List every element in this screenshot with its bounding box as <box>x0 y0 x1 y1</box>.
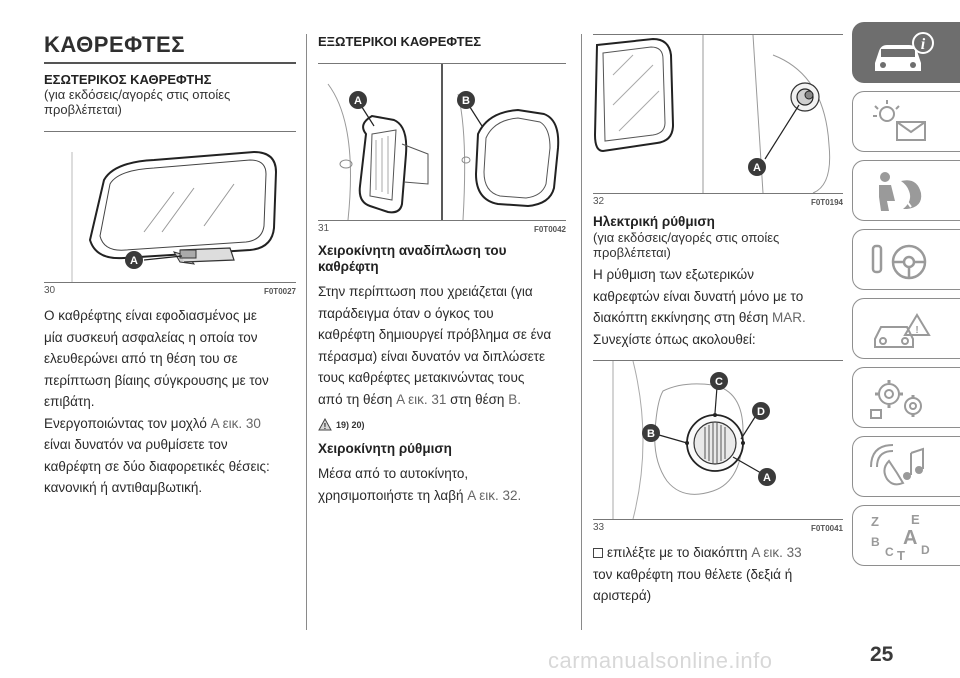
tab-maintenance[interactable] <box>852 367 960 428</box>
figure-number: 32 <box>593 196 605 207</box>
body-line: καθρέφτη δημιουργεί πρόβλημα σε ένα <box>318 327 552 342</box>
figure-code: F0T0042 <box>533 225 566 234</box>
folding-mirror-illustration <box>318 64 566 220</box>
section-note-line: προβλέπεται) <box>44 102 122 117</box>
index-letter: Z <box>871 514 879 529</box>
body-line: τους καθρέφτες μετακινώντας τους <box>318 370 525 385</box>
warning-triangle-icon <box>318 418 332 431</box>
warning-lights-icon <box>867 98 937 146</box>
column-electric-adjustment <box>593 26 843 607</box>
steering-wheel-icon <box>867 236 937 284</box>
callout-b-label: B <box>462 95 470 107</box>
electric-switch-illustration <box>593 361 843 519</box>
figure-reference: A εικ. 33 <box>751 545 802 560</box>
subsection-title-manual-folding: Χειροκίνητη αναδίπλωση του <box>318 243 507 258</box>
body-line: Ο καθρέφτης είναι εφοδιασμένος με <box>44 308 257 323</box>
body-line: αριστερά) <box>593 588 652 603</box>
figure-number: 30 <box>44 285 56 296</box>
body-line: Συνεχίστε όπως ακολουθεί: <box>593 331 756 347</box>
warning-reference <box>318 418 566 431</box>
svg-text:!: ! <box>323 422 327 431</box>
body-line: Στην περίπτωση που χρειάζεται (για <box>318 284 533 299</box>
figure-reference: A εικ. 32. <box>467 487 522 503</box>
column-exterior-mirrors <box>318 26 566 506</box>
watermark: carmanualsonline.info <box>548 648 773 673</box>
warning-refs-text: 19) 20) <box>336 419 365 430</box>
index-letter: T <box>897 548 905 560</box>
body-line <box>44 413 296 435</box>
figure-code: F0T0041 <box>810 524 843 533</box>
body-line: Μέσα από το αυτοκίνητο, <box>318 466 469 481</box>
chapter-tabs <box>852 22 960 574</box>
body-line: επιβάτη. <box>44 394 95 409</box>
body-line: ελευθερώνει από τη θέση του σε <box>44 351 238 366</box>
figure-30-interior-mirror <box>44 131 296 296</box>
index-letter: C <box>885 545 894 559</box>
index-letter: A <box>903 527 918 549</box>
svg-text:!: ! <box>915 325 919 336</box>
maintenance-gears-icon <box>867 374 937 422</box>
figure-reference: A εικ. 31 <box>396 391 447 407</box>
figure-31-folding-mirror <box>318 63 566 234</box>
subsection-title-manual-folding-line2: καθρέφτη <box>318 259 379 274</box>
interior-mirror-illustration <box>44 132 296 282</box>
body-text: διακόπτη εκκίνησης στη θέση <box>593 310 773 325</box>
body-line: Η ρύθμιση των εξωτερικών <box>593 267 754 282</box>
figure-32-manual-lever <box>593 34 843 207</box>
index-icon <box>867 512 937 560</box>
callout-a-label: A <box>130 255 138 267</box>
svg-text:i: i <box>920 36 926 53</box>
index-letter: D <box>921 543 930 557</box>
body-line <box>318 389 566 411</box>
figure-reference: A εικ. 30 <box>210 415 261 431</box>
callout-a-label: A <box>354 95 362 107</box>
subsection-title-manual-adjustment: Χειροκίνητη ρύθμιση <box>318 441 452 456</box>
callout-d-label: D <box>757 406 765 418</box>
column-separator-left <box>306 34 307 630</box>
body-text: Ενεργοποιώντας τον μοχλό <box>44 415 211 431</box>
body-line: περίπτωση βίαιης σύγκρουσης με τον <box>44 372 269 388</box>
figure-reference: B. <box>508 391 521 407</box>
figure-number: 33 <box>593 522 605 533</box>
callout-b-label: B <box>647 428 655 440</box>
tab-warning-lights[interactable] <box>852 91 960 152</box>
body-line: καθρεφτών είναι δυνατή μόνο με το <box>593 288 804 304</box>
section-note-line: (για εκδόσεις/αγορές στις οποίες <box>44 87 231 102</box>
index-letter: E <box>911 512 920 527</box>
multimedia-icon <box>867 443 937 491</box>
callout-c-label: C <box>715 376 723 388</box>
tab-multimedia[interactable] <box>852 436 960 497</box>
body-line <box>593 307 843 329</box>
index-letter: B <box>871 535 880 549</box>
tab-driving[interactable] <box>852 229 960 290</box>
body-line: πέρασμα) είναι δυνατόν να διπλώσετε <box>318 348 546 364</box>
body-text: επιλέξτε με το διακόπτη <box>607 545 752 560</box>
car-info-icon <box>867 29 937 77</box>
body-line: μία συσκευή ασφαλείας η οποία τον <box>44 329 258 345</box>
manual-lever-illustration <box>593 35 843 193</box>
chapter-title: ΚΑΘΡΕΦΤΕΣ <box>44 32 296 64</box>
body-text: στη θέση <box>446 391 509 407</box>
body-line: τον καθρέφτη που θέλετε (δεξιά ή <box>593 566 793 582</box>
figure-code: F0T0027 <box>263 287 296 296</box>
column-separator-right <box>581 34 582 630</box>
subsection-note-line: (για εκδόσεις/αγορές στις οποίες <box>593 230 780 245</box>
column-interior-mirror <box>44 26 296 499</box>
ignition-position-reference: MAR. <box>772 310 806 325</box>
page-number: 25 <box>870 643 894 666</box>
subsection-title-electric-adjustment: Ηλεκτρική ρύθμιση <box>593 214 715 229</box>
step-line <box>593 542 843 564</box>
tab-emergency[interactable] <box>852 298 960 359</box>
figure-number: 31 <box>318 223 330 234</box>
body-line <box>318 485 566 507</box>
step-checkbox-icon <box>593 548 603 558</box>
body-line: παράδειγμα όταν ο όγκος του <box>318 305 494 321</box>
body-line: είναι δυνατόν να ρυθμίσετε τον <box>44 437 228 452</box>
callout-a-label: A <box>753 162 761 174</box>
body-text: από τη θέση <box>318 391 397 407</box>
callout-a-label: A <box>763 472 771 484</box>
body-line: καθρέφτη σε δύο διαφορετικές θέσεις: <box>44 458 270 474</box>
tab-safety[interactable] <box>852 160 960 221</box>
tab-index[interactable] <box>852 505 960 566</box>
safety-airbag-icon <box>867 167 937 215</box>
body-text: χρησιμοποιήστε τη λαβή <box>318 487 468 503</box>
section-title-interior-mirror: ΕΣΩΤΕΡΙΚΟΣ ΚΑΘΡΕΦΤΗΣ <box>44 72 212 87</box>
emergency-icon <box>867 305 937 353</box>
figure-33-electric-switch <box>593 360 843 533</box>
section-title-exterior-mirrors: ΕΞΩΤΕΡΙΚΟΙ ΚΑΘΡΕΦΤΕΣ <box>318 34 482 49</box>
figure-code: F0T0194 <box>810 198 843 207</box>
tab-car-info[interactable] <box>852 22 960 83</box>
subsection-note-line: προβλέπεται) <box>593 245 671 260</box>
body-line: κανονική ή αντιθαμβωτική. <box>44 480 203 495</box>
